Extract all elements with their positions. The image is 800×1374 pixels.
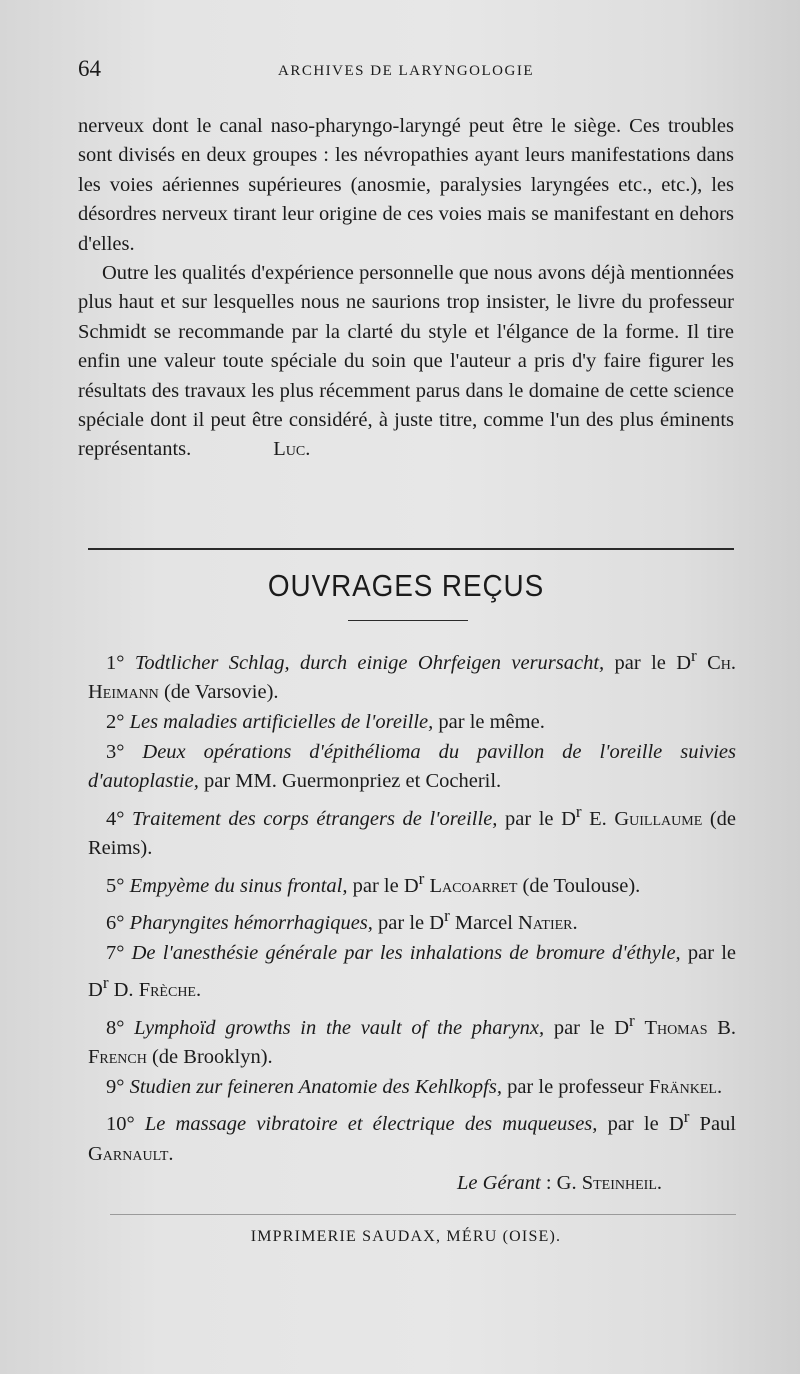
item-number: 4°: [106, 807, 125, 830]
gerant-name: Steinheil: [581, 1172, 657, 1195]
item-title: Todtlicher Schlag, durch einige Ohrfeigen verursacht,: [134, 651, 605, 674]
item-sup: r: [418, 868, 425, 888]
item-post: .: [195, 979, 202, 1002]
item-author: Natier: [518, 912, 573, 935]
item-byline: par le D: [504, 807, 576, 830]
list-item: [88, 641, 736, 708]
item-mid: [697, 652, 707, 674]
item-author: Thomas B. French: [88, 1016, 737, 1069]
item-title: Les maladies artificielles de l'oreille,: [129, 711, 434, 734]
page-header: [78, 56, 734, 86]
item-mid: E.: [581, 807, 615, 830]
printer-imprint: IMPRIMERIE SAUDAX, MÉRU (OISE).: [250, 1228, 562, 1245]
item-title: Empyème du sinus frontal,: [129, 874, 348, 897]
item-byline: par le professeur: [507, 1075, 649, 1098]
item-post: (de Reims).: [88, 807, 737, 860]
item-number: 10°: [106, 1113, 135, 1136]
list-item: [88, 1073, 736, 1103]
review-paragraph-1: nerveux dont le canal naso-pharyngo-laryngé peut être le siège. Ces troubles sont divisés en deux groupes : les névropathies ayant leurs manifestations dans les voies aériennes supérieures (anosmie, paralysies laryngées etc., etc.), les désordres nerveux tirant leur origine de ces voies mais se manifestant en dehors d'elles.: [78, 115, 734, 255]
item-number: 7°: [106, 941, 125, 964]
gerant-label: Le Gérant: [457, 1172, 541, 1195]
list-item: [88, 708, 736, 738]
review-paragraph-2: [78, 259, 734, 465]
review-signature: Luc.: [273, 438, 311, 461]
gerant-line: [88, 1169, 736, 1199]
item-sup: r: [691, 646, 697, 665]
item-author: Ch. Heimann: [88, 651, 737, 704]
list-item: [88, 901, 736, 938]
item-title: Studien zur feineren Anatomie des Kehlkopfs,: [129, 1075, 502, 1098]
title-underline: [348, 620, 468, 621]
review-paragraph-2-text: Outre les qualités d'expérience personnelle que nous avons déjà mentionnées plus haut et sur lesquelles nous ne saurions trop insister, le livre du professeur Schmidt se recommande par la clarté du style et l'élgance de la forme. Il tire enfin une valeur toute spéciale du soin que l'auteur a pris d'y faire figurer les résultats des travaux les plus récemment parus dans le domaine de cette science spéciale dont il peut être considéré, à juste titre, comme l'un des plus éminents représentants.: [78, 262, 734, 461]
item-byline: par MM. Guermonpriez et Cocheril.: [204, 770, 502, 793]
item-byline: par le D: [378, 912, 445, 935]
item-byline: par le même.: [438, 711, 545, 734]
item-author: Lacoarret: [429, 874, 518, 897]
item-title: Traitement des corps étrangers de l'oreille,: [132, 807, 498, 830]
item-title: Pharyngites hémorrhagiques,: [129, 912, 373, 935]
item-number: 6°: [106, 912, 125, 935]
list-item: [88, 1102, 736, 1169]
item-mid: D.: [108, 979, 139, 1002]
list-item: [88, 797, 736, 864]
item-author: Fränkel: [648, 1075, 717, 1098]
item-byline: par le D: [553, 1016, 630, 1039]
item-number: 1°: [106, 651, 125, 674]
item-number: 2°: [106, 711, 125, 734]
footer-rule: [110, 1214, 736, 1215]
item-post: .: [572, 912, 578, 935]
item-byline: par le D: [352, 874, 419, 897]
list-item: [88, 864, 736, 901]
page-number: 64: [78, 56, 101, 81]
list-item: [88, 1006, 736, 1073]
item-mid: Marcel: [449, 912, 519, 935]
item-byline: par le D: [88, 941, 736, 1002]
item-author: Frèche: [138, 979, 196, 1002]
item-title: Lymphoïd growths in the vault of the pharynx,: [134, 1016, 545, 1039]
item-byline: par le D: [614, 651, 692, 674]
item-post: .: [717, 1075, 723, 1098]
item-post: .: [168, 1142, 174, 1165]
list-item: [88, 738, 736, 797]
item-post: (de Toulouse).: [517, 874, 641, 897]
item-sup: r: [102, 973, 109, 993]
item-byline: par le D: [607, 1113, 684, 1136]
item-post: (de Varsovie).: [158, 681, 279, 704]
item-number: 8°: [106, 1016, 125, 1039]
gerant-separator: : G.: [540, 1172, 582, 1195]
item-sup: r: [629, 1010, 635, 1030]
item-sup: r: [683, 1107, 690, 1127]
item-number: 3°: [106, 740, 125, 763]
item-author: Garnault: [88, 1142, 169, 1165]
item-number: 9°: [106, 1075, 125, 1098]
item-sup: r: [575, 801, 582, 821]
item-title: De l'anesthésie générale par les inhalations de bromure d'éthyle,: [131, 941, 681, 964]
gerant-end: .: [656, 1172, 662, 1195]
section-title: OUVRAGES REÇUS: [267, 568, 545, 603]
item-title: Deux opérations d'épithélioma du pavillon de l'oreille suivies d'autoplastie,: [88, 740, 737, 793]
item-post: (de Brooklyn).: [146, 1046, 273, 1069]
list-item: [88, 939, 736, 1006]
item-sup: r: [444, 906, 450, 926]
item-mid: Paul: [689, 1113, 737, 1136]
item-number: 5°: [106, 874, 125, 897]
item-mid: [635, 1017, 645, 1039]
item-author: Guillaume: [614, 807, 703, 830]
review-text: [78, 112, 734, 465]
works-list: [88, 641, 736, 1199]
item-title: Le massage vibratoire et électrique des muqueuses,: [144, 1113, 598, 1136]
section-divider: [88, 548, 734, 550]
running-head: ARCHIVES DE LARYNGOLOGIE: [278, 63, 534, 79]
